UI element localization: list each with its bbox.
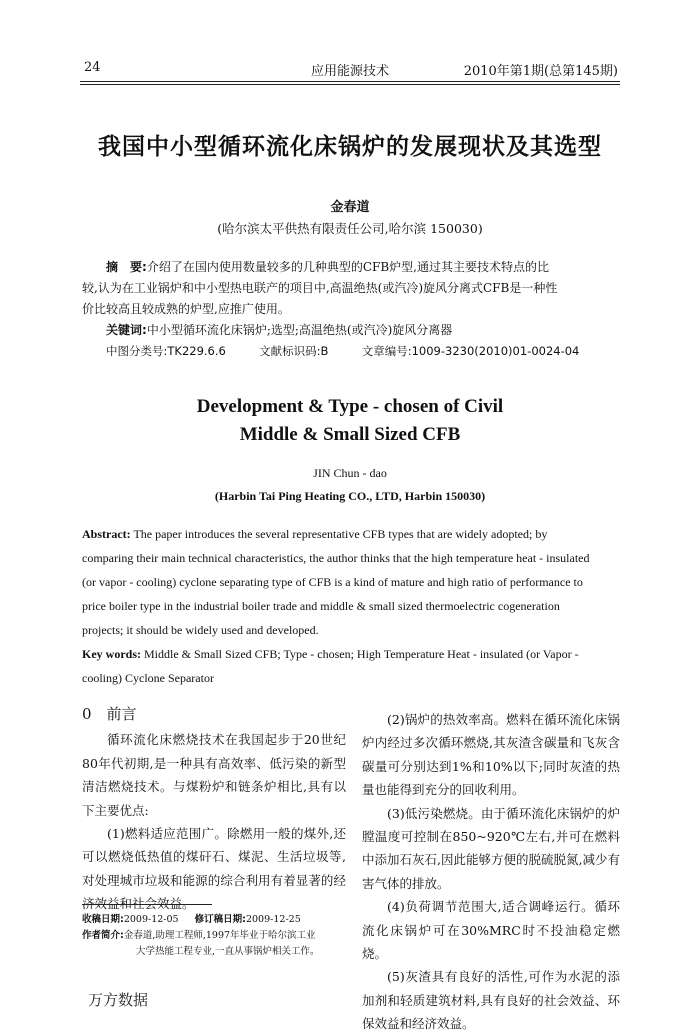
abstract-en-label: Abstract: (82, 527, 131, 541)
bio-line: 金春道,助理工程师,1997年毕业于哈尔滨工业 (123, 930, 316, 941)
page-number: 24 (84, 60, 101, 75)
bio-label: 作者简介: (82, 930, 124, 941)
author-affiliation: (哈尔滨太平供热有限责任公司,哈尔滨 150030) (217, 221, 483, 236)
body-paragraph: (4)负荷调节范围大,适合调峰运行。循环流化床锅炉可在30%MRC时不投油稳定燃烧。 (362, 899, 620, 962)
header-rule-thin (80, 84, 620, 85)
abstract-en-line: (or vapor - cooling) cyclone separating type of CFB is a kind of mature and high ratio of performance to (82, 575, 583, 589)
body-right-column (362, 708, 620, 1036)
footnote-rule (82, 904, 212, 905)
abstract-cn-line: 介绍了在国内使用数量较多的几种典型的CFB炉型,通过其主要技术特点的比 (146, 260, 549, 274)
english-affiliation: (Harbin Tai Ping Heating CO., LTD, Harbin 150030) (214, 489, 486, 503)
doc-code: 文献标识码:B (259, 344, 329, 358)
issue-info: 2010年第1期(总第145期) (463, 64, 618, 79)
wanfang-watermark: 万方数据 (88, 991, 149, 1009)
body-paragraph: (2)锅炉的热效率高。燃料在循环流化床锅炉内经过多次循环燃烧,其灰渣含碳量和飞灰含碳量可分别达到1%和10%以下;同时灰渣的热量也能得到充分的回收利用。 (362, 712, 620, 798)
english-title-line-2: Middle & Small Sized CFB (239, 424, 461, 445)
bio-line: 大学热能工程专业,一直从事锅炉相关工作。 (136, 946, 320, 957)
revised-label: 修订稿日期: (194, 914, 246, 925)
journal-name: 应用能源技术 (310, 64, 389, 79)
author-name: 金春道 (330, 200, 370, 215)
body-paragraph: (1)燃料适应范围广。除燃用一般的煤外,还可以燃烧低热值的煤矸石、煤泥、生活垃圾等,对处理城市垃圾和能源的综合利用有着显著的经济效益和社会效益。 (82, 826, 346, 912)
clc-number: 中图分类号:TK229.6.6 (106, 344, 226, 358)
article-number: 文章编号:1009-3230(2010)01-0024-04 (361, 344, 580, 358)
body-paragraph: (5)灰渣具有良好的活性,可作为水泥的添加剂和轻质建筑材料,具有良好的社会效益、环保效益和经济效益。 (362, 969, 620, 1032)
body-paragraph: (3)低污染燃烧。由于循环流化床锅炉的炉膛温度可控制在850~920℃左右,并可在燃料中添加石灰石,因此能够方便的脱硫脱氮,减少有害气体的排放。 (362, 805, 620, 891)
keywords-en: Middle & Small Sized CFB; Type - chosen; High Temperature Heat - insulated (or Vapor - (144, 647, 579, 661)
abstract-en (82, 522, 622, 690)
body-left-column (82, 703, 346, 916)
body-paragraph: 循环流化床燃烧技术在我国起步于20世纪80年代初期,是一种具有高效率、低污染的新型清洁燃烧技术。与煤粉炉和链条炉相比,具有以下主要优点: (82, 732, 346, 818)
english-title-line-1: Development & Type - chosen of Civil (196, 396, 504, 417)
abstract-en-line: comparing their main technical characteristics, the author thinks that the high temperature heat - insulated (82, 551, 590, 565)
english-author: JIN Chun - dao (313, 466, 387, 480)
header-rule (80, 81, 620, 82)
received-date: 2009-12-05 (123, 914, 179, 925)
abstract-cn-line: 较,认为在工业锅炉和中小型热电联产的项目中,高温绝热(或汽冷)旋风分离式CFB是一种性 (82, 281, 558, 295)
received-label: 收稿日期: (82, 914, 124, 925)
section-heading: 0 前言 (82, 705, 137, 723)
abstract-en-line: price boiler type in the industrial boiler trade and middle & small sized thermoelectric cogeneration (82, 599, 560, 613)
abstract-cn (82, 257, 622, 362)
abstract-cn-line: 价比较高且较成熟的炉型,应推广使用。 (82, 302, 290, 316)
revised-date: 2009-12-25 (245, 914, 301, 925)
keywords-en-label: Key words: (82, 647, 141, 661)
abstract-en-line: The paper introduces the several representative CFB types that are widely adopted; by (133, 527, 548, 541)
abstract-en-line: projects; it should be widely used and developed. (82, 623, 319, 637)
keywords-cn-label: 关键词: (106, 323, 147, 337)
paper-title: 我国中小型循环流化床锅炉的发展现状及其选型 (98, 133, 602, 160)
footnote (82, 912, 352, 960)
keywords-en-cont: cooling) Cyclone Separator (82, 671, 214, 685)
abstract-cn-label: 摘 要: (106, 260, 147, 274)
keywords-cn: 中小型循环流化床锅炉;选型;高温绝热(或汽冷)旋风分离器 (146, 323, 453, 337)
